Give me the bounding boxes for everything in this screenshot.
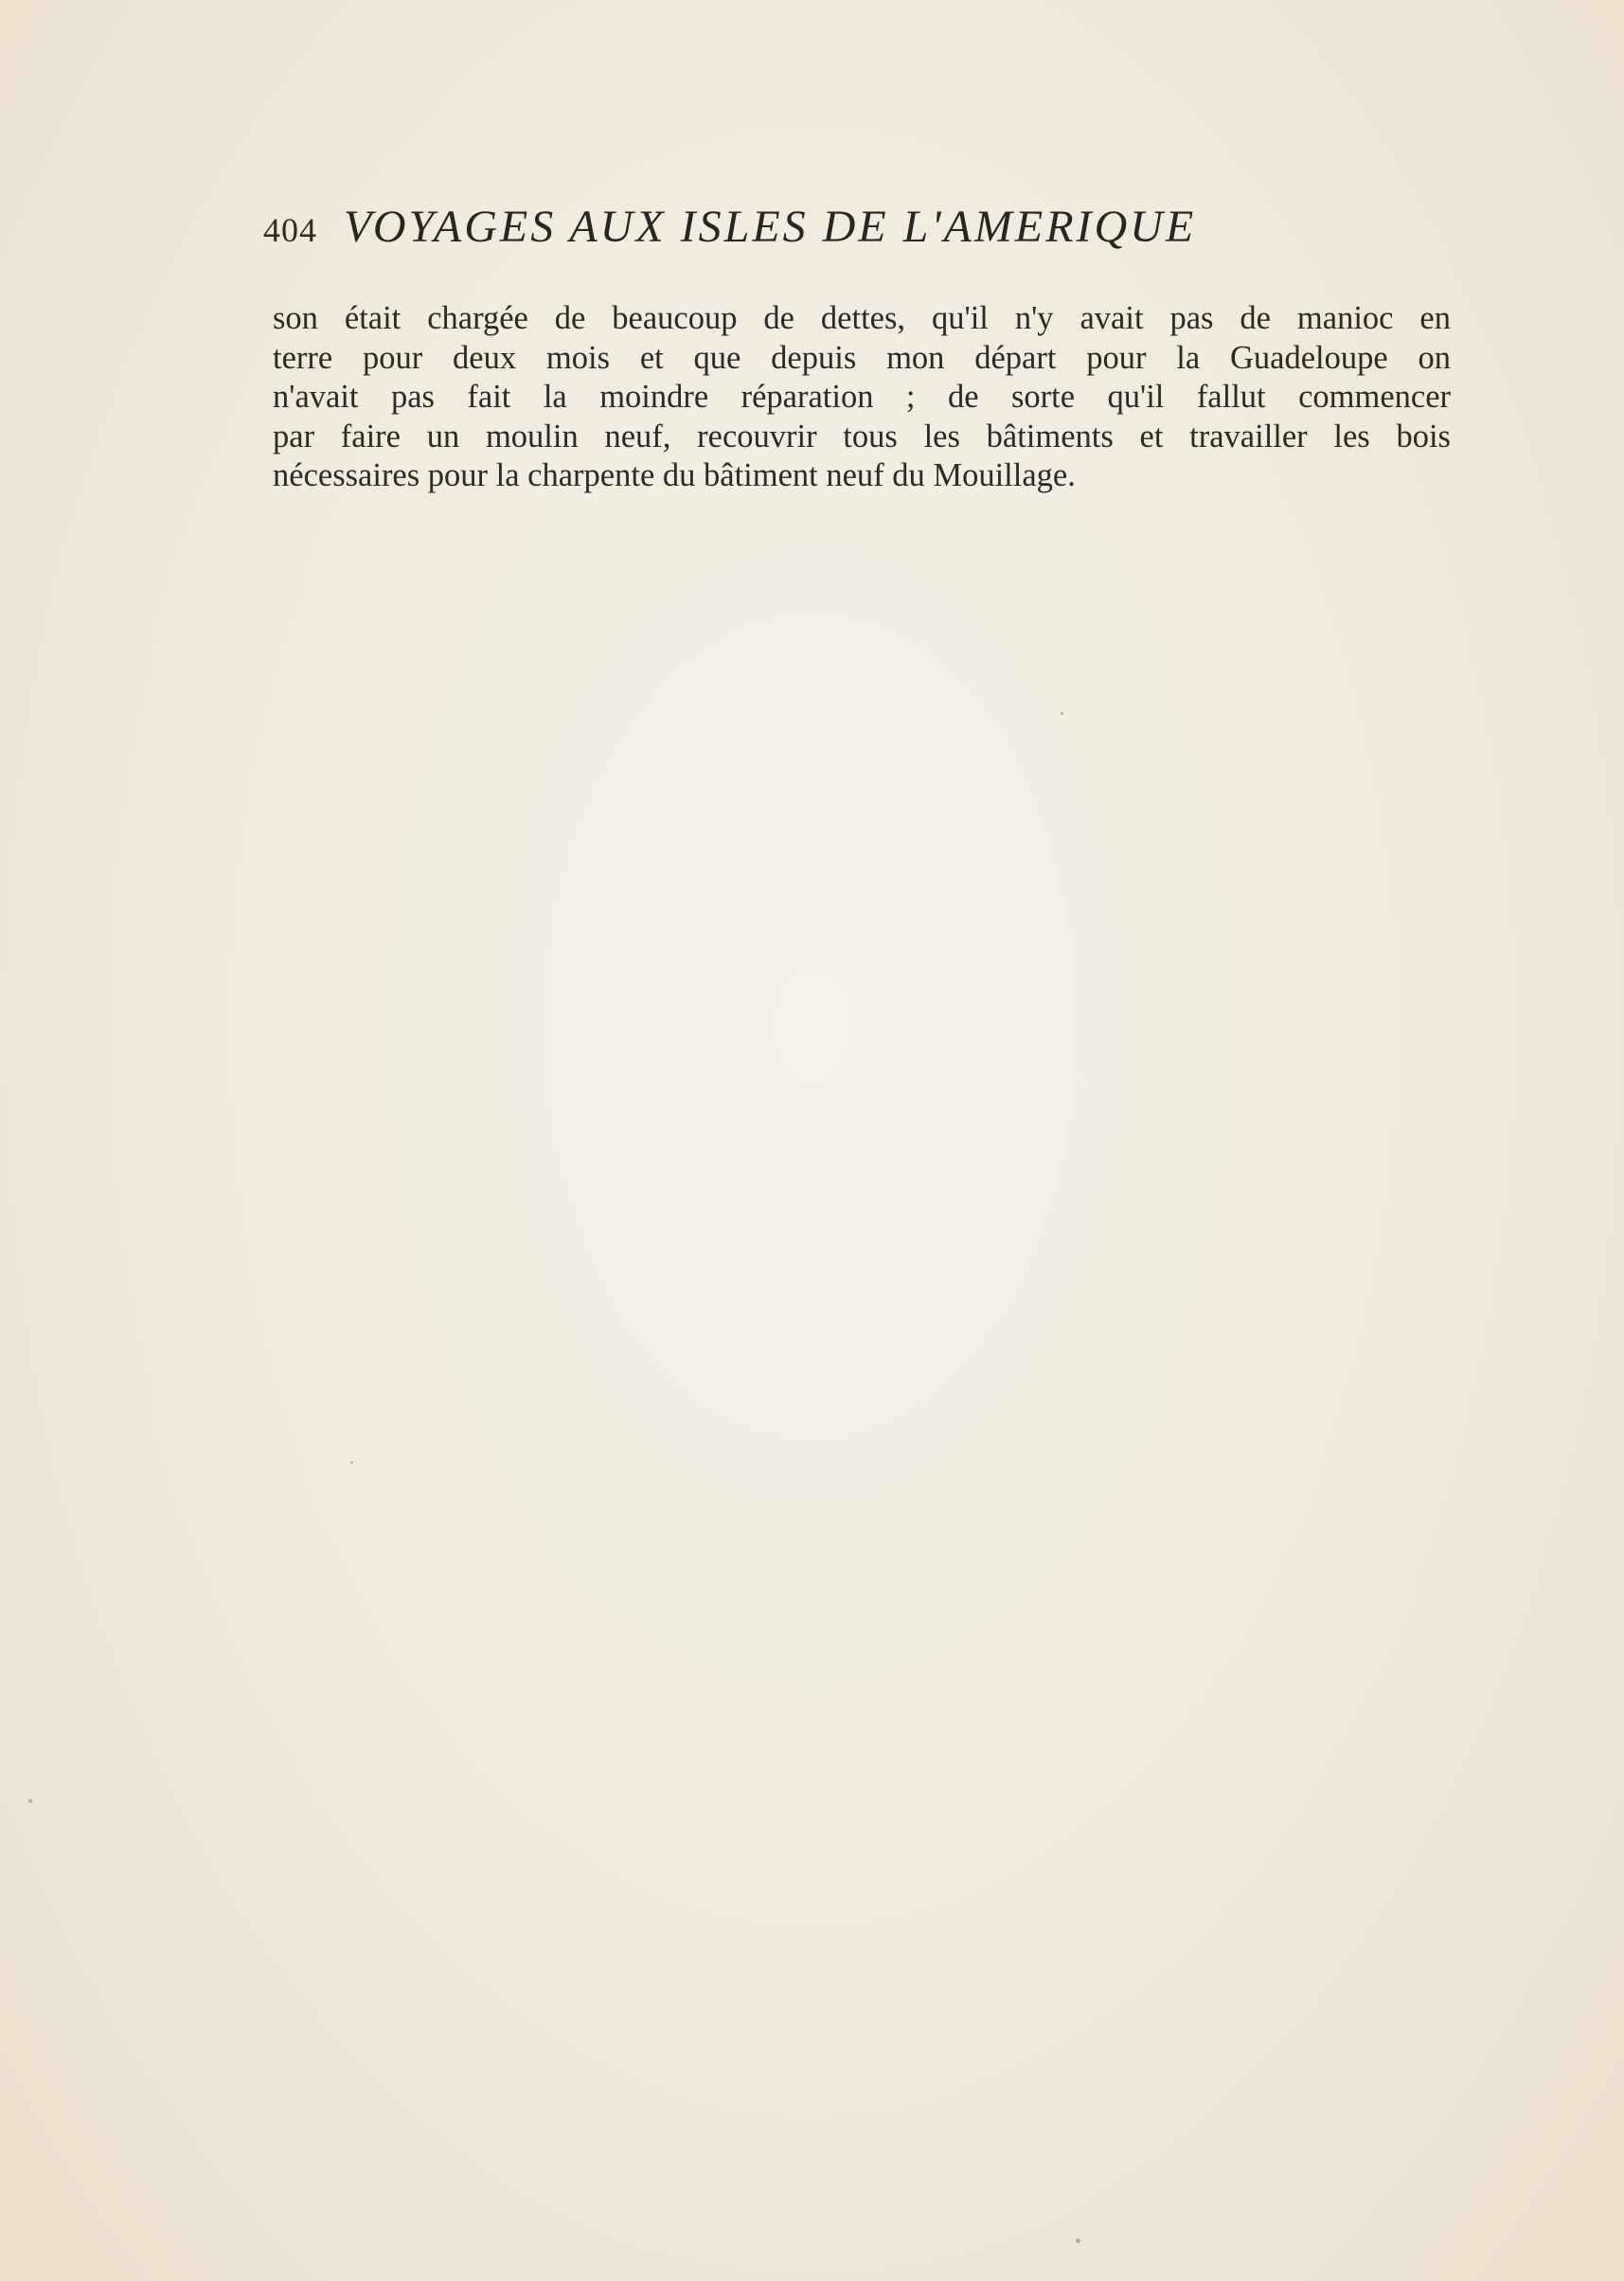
page-number: 404 bbox=[263, 211, 317, 249]
text-line: n'avait pas fait la moindre réparation ; de sorte qu'il fallut commencer bbox=[273, 379, 1451, 415]
body-paragraph bbox=[273, 299, 1451, 496]
running-title: VOYAGES AUX ISLES DE L'AMERIQUE bbox=[344, 202, 1197, 252]
paper-speck bbox=[1061, 712, 1063, 715]
text-line: terre pour deux mois et que depuis mon départ pour la Guadeloupe on bbox=[273, 339, 1451, 376]
text-line: son était chargée de beaucoup de dettes, qu'il n'y avait pas de manioc en bbox=[273, 300, 1451, 336]
paper-speck bbox=[350, 1461, 353, 1464]
running-head bbox=[263, 201, 1381, 261]
paper-speck bbox=[28, 1799, 32, 1803]
text-line: nécessaires pour la charpente du bâtiment neuf du Mouillage. bbox=[273, 457, 1076, 493]
text-line: par faire un moulin neuf, recouvrir tous les bâtiments et travailler les bois bbox=[273, 418, 1451, 454]
paper-speck bbox=[1076, 2238, 1080, 2243]
